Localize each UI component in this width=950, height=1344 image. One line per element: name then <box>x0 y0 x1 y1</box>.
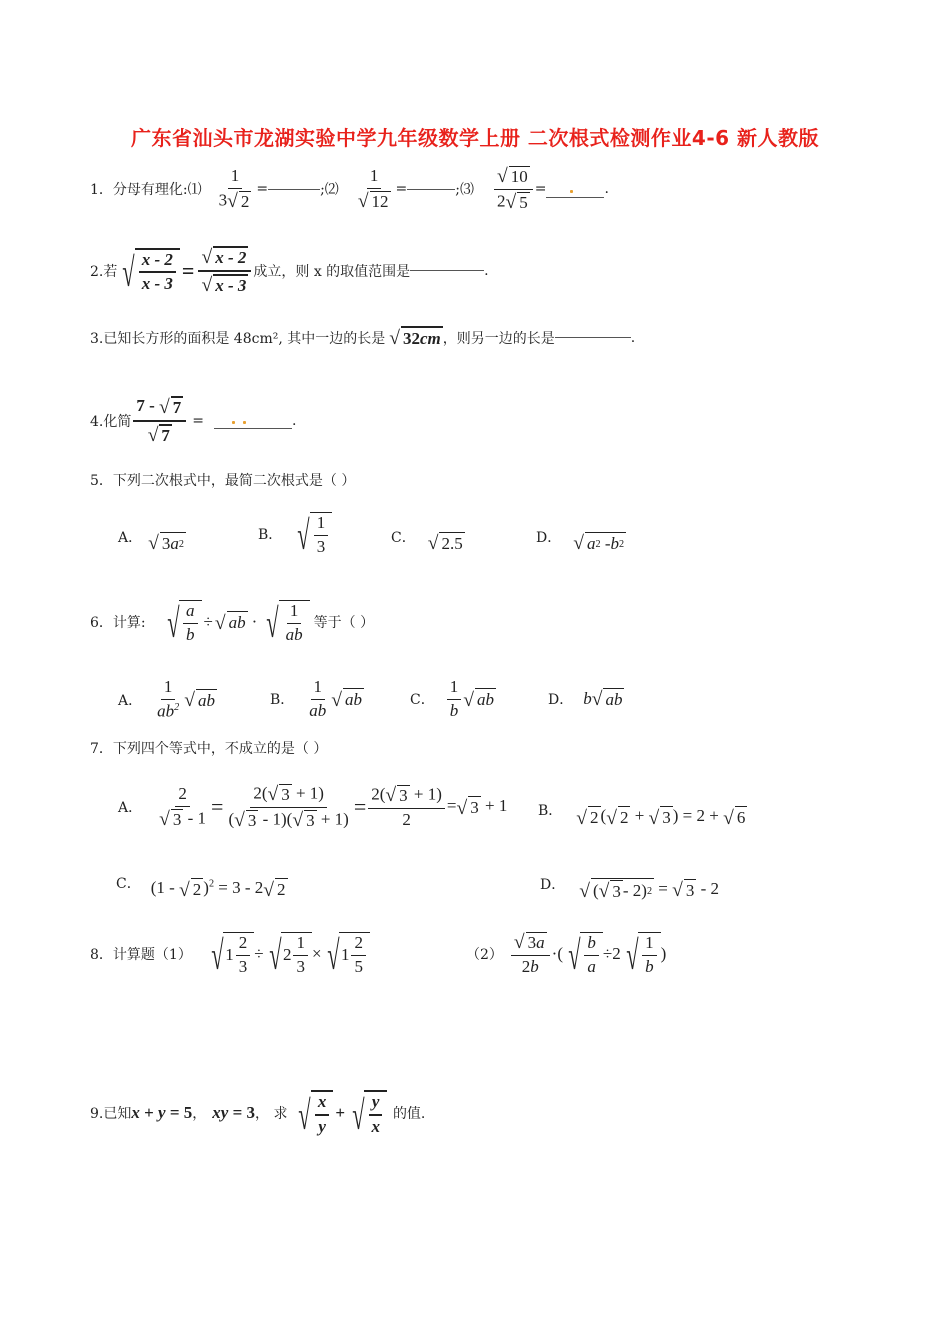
question-7-stem: 7．下列四个等式中，不成立的是（ ） <box>90 741 328 757</box>
q1-fraction-3: √ 10 2 √ 5 <box>494 166 533 212</box>
q2-right-fraction: √ x - 2 √ x - 3 <box>198 246 251 295</box>
q2-period: . <box>484 262 489 279</box>
q3-label: 3.已知长方形的面积是 48cm², 其中一边的长是 <box>90 330 386 347</box>
q1-answer-blank-1[interactable] <box>268 189 320 190</box>
q1-equals-1: = <box>256 181 269 198</box>
q1-fraction-1: 1 3 √ 2 <box>218 166 250 212</box>
q6-option-a[interactable]: A． $\frac{1}{ab^2}$ √ ab <box>118 677 215 721</box>
q1-equals-3: = <box>534 181 547 198</box>
q1-answer-blank-3[interactable] <box>546 181 604 198</box>
q6-equals-text: 等于（ ） <box>313 615 375 632</box>
question-4 <box>90 396 296 445</box>
q3-radical: √ 32 cm <box>389 326 443 349</box>
q2-condition-text: 成立，则 x 的取值范围是 <box>253 263 411 280</box>
q6-option-d[interactable]: D． b √ ab <box>548 689 623 711</box>
q4-fraction: 7 - √ 7 √ 7 <box>133 396 186 445</box>
question-3 <box>90 326 635 349</box>
q1-answer-blank-2[interactable] <box>407 189 455 190</box>
q5-option-c[interactable]: C． √ 2.5 <box>391 530 463 555</box>
question-1 <box>90 166 609 212</box>
q1-period: . <box>604 181 609 198</box>
q2-label: 2.若 <box>90 263 118 280</box>
question-9: 9.已知 x + y = 5 ， xy = 3 ， 求 √ $\frac{x}{y}$ + √ $\frac{y}{x}$ 的值. <box>90 1092 426 1138</box>
q8-label: 8．计算题（1） <box>90 947 192 964</box>
q4-period: . <box>292 412 297 429</box>
page-title: 广东省汕头市龙湖实验中学九年级数学上册 二次根式检测作业4-6 新人教版 <box>130 126 820 150</box>
q6-option-b[interactable]: B． $\frac{1}{ab}$ √ ab <box>270 677 363 720</box>
q1-label: 1．分母有理化:⑴ <box>90 182 202 199</box>
q5-option-a[interactable]: A． √ 3 a 2 <box>118 530 184 555</box>
q6-option-c[interactable]: C． $\frac{1}{b}$ √ ab <box>410 677 494 720</box>
q2-answer-blank[interactable] <box>410 270 484 271</box>
q8-label-2: （2） <box>466 947 503 964</box>
q9-label: 9.已知 <box>90 1106 132 1123</box>
q7-option-d[interactable]: D． √ ( √ 3 - 2) 2 = √ 3 - 2 <box>540 877 720 903</box>
q5-option-b[interactable]: B． √ $\frac{1}{3}$ <box>258 512 332 556</box>
q2-left-radical: √ $\frac{x - 2}{x - 3}$ <box>117 248 180 294</box>
question-6: 6．计算: √ $\frac{a}{b}$ ÷ √ ab · √ $\frac{1}{ab}$ 等于（ ） <box>90 600 375 646</box>
question-2: 2.若 √ $\frac{x - 2}{x - 3}$ = √ x - 2 √ x - 3 成立，则 x 的取值范围是 . <box>90 247 489 296</box>
q1-fraction-2: 1 √ 12 <box>357 166 389 212</box>
question-8-part-2: （2） √ 3 a 2b ·( √ $\frac{b}{a}$ ÷2 √ $\frac{1}{b}$ ) <box>466 932 667 978</box>
q5-option-d[interactable]: D． √ a 2 - b 2 <box>536 530 625 555</box>
q1-label-2: ;⑵ <box>320 182 339 199</box>
q3-other-side-text: ，则另一边的长是 <box>442 330 555 347</box>
q7-option-c[interactable]: C． (1 - √ 2 )$^2$ = 3 - 2 √ 2 <box>116 876 286 901</box>
q4-label: 4.化简 <box>90 413 132 430</box>
q3-answer-blank[interactable] <box>555 337 631 338</box>
q6-label: 6．计算: <box>90 615 146 632</box>
q4-answer-blank[interactable] <box>214 412 292 429</box>
q3-period: . <box>630 329 636 346</box>
q4-equals: = <box>192 412 204 429</box>
q7-option-b[interactable]: B． √ 2 ( √ 2 + √ 3 ) = 2 + √ 6 <box>538 803 746 829</box>
q1-equals-2: = <box>395 181 408 198</box>
q7-option-a[interactable]: A． 2 √ 3 - 1 = 2( √ 3 + 1) ( √ 3 - 1)( √ 3 + 1) = 2( √ 3 + 1) 2 = √ 3 + 1 <box>118 783 508 831</box>
q1-label-3: ;⑶ <box>455 182 474 199</box>
question-5-stem: 5．下列二次根式中，最简二次根式是（ ） <box>90 473 356 489</box>
question-8-part-1: 8．计算题（1） √ 1 $\frac{2}{3}$ ÷ √ 2 $\frac{1}{3}$ × √ 1 $\frac{2}{5}$ <box>90 932 370 976</box>
